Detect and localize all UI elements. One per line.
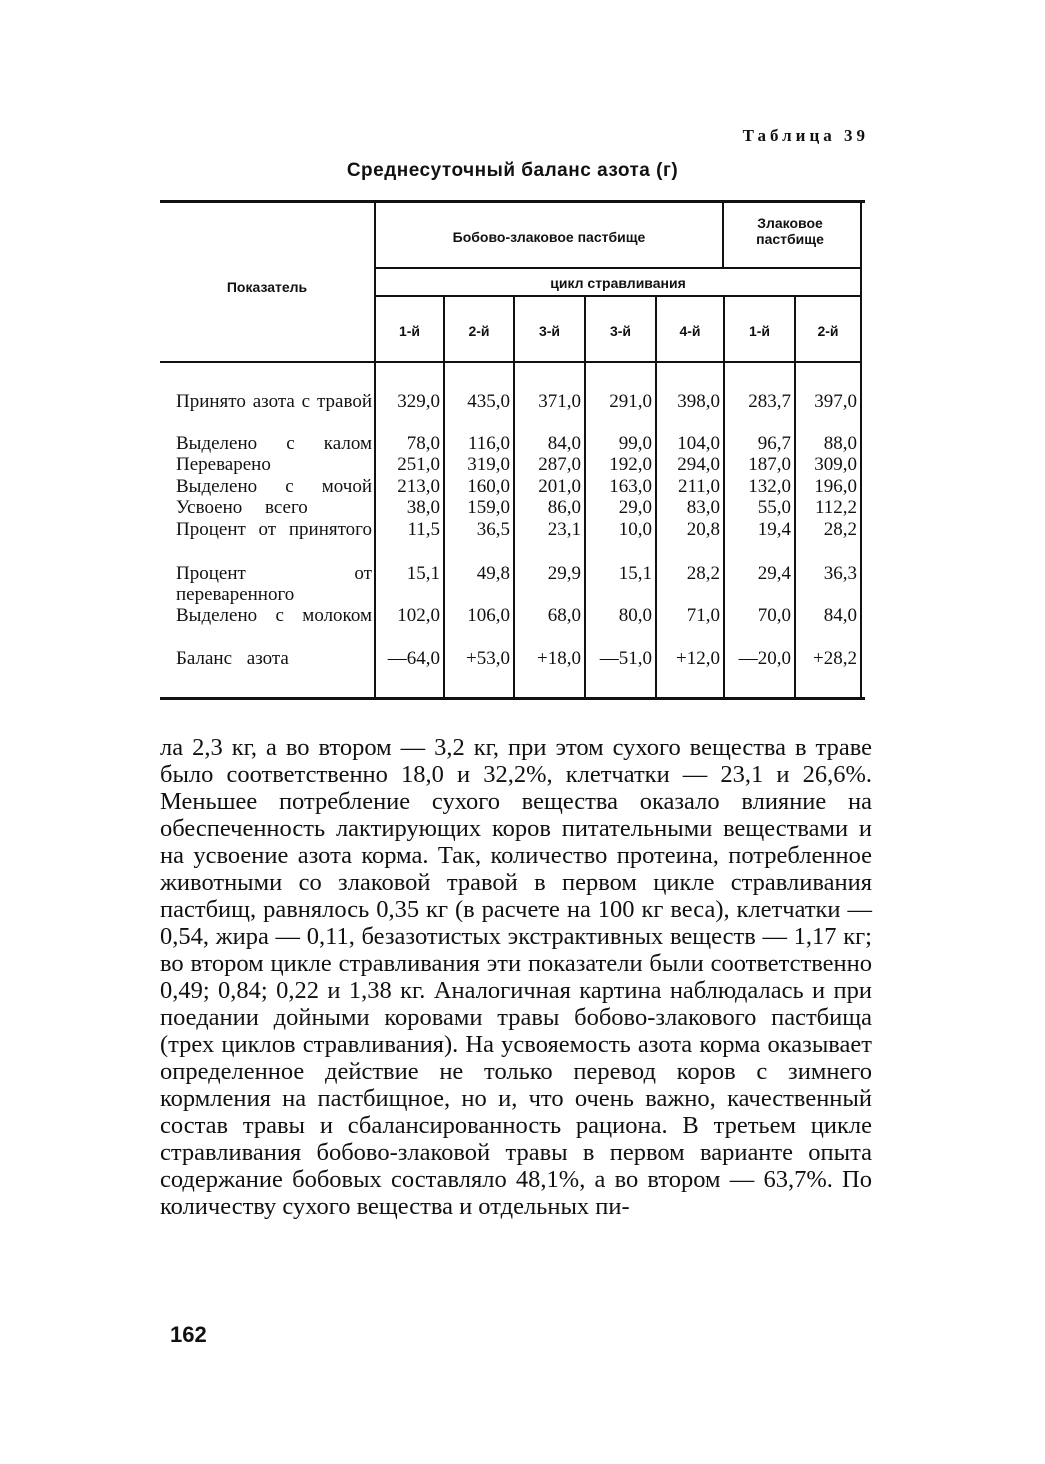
column-header: 4-й (679, 323, 701, 339)
column-header: 2-й (817, 323, 839, 339)
row-label: Переварено (176, 454, 271, 475)
table-cell: 29,0 (618, 497, 652, 518)
table-cell: 83,0 (686, 497, 720, 518)
body-text (160, 734, 872, 1220)
row-label: Усвоено всего (176, 497, 308, 518)
table-cell: 10,0 (618, 519, 652, 540)
table-cell: 28,2 (823, 519, 857, 540)
table-cell: 102,0 (397, 605, 440, 626)
table-cell: 78,0 (406, 433, 440, 454)
table-cell: 19,4 (757, 519, 791, 540)
table-cell: 211,0 (677, 476, 720, 497)
table-cell: +12,0 (676, 648, 720, 669)
table-cell: 112,2 (814, 497, 857, 518)
table-divider (374, 267, 862, 269)
row-label: Принято азота с травой (176, 391, 372, 412)
table-cell: 88,0 (823, 433, 857, 454)
table-cell: 20,8 (686, 519, 720, 540)
table-cell: 29,9 (547, 563, 581, 584)
table-cell: +18,0 (537, 648, 581, 669)
row-label: Выделено с мочой (176, 476, 372, 497)
table-cell: 96,7 (757, 433, 791, 454)
table-cell: 192,0 (609, 454, 652, 475)
row-label: Выделено с молоком (176, 605, 372, 626)
table-cell: 371,0 (538, 391, 581, 412)
table-cell: 11,5 (407, 519, 440, 540)
table-cell: 398,0 (677, 391, 720, 412)
row-label: Процент от принятого (176, 519, 372, 540)
column-header: 3-й (538, 323, 561, 339)
table-cell: 36,3 (823, 563, 857, 584)
table-divider (374, 295, 862, 297)
row-label: Процент от переваренного (176, 563, 372, 605)
table-cell: 84,0 (823, 605, 857, 626)
table-divider (860, 203, 862, 697)
table-cell: 28,2 (686, 563, 720, 584)
table-cell: 283,7 (748, 391, 791, 412)
table-cell: 309,0 (814, 454, 857, 475)
table-cell: 319,0 (467, 454, 510, 475)
table-cell: 287,0 (538, 454, 581, 475)
table-divider (722, 203, 724, 268)
table-cell: —20,0 (738, 648, 791, 669)
row-label: Баланс азота (176, 648, 289, 669)
grass-pasture-header: Злаковое пастбище (756, 215, 824, 247)
table-label: Таблица 39 (742, 126, 869, 145)
table-divider (160, 361, 862, 363)
table-cell: 55,0 (757, 497, 791, 518)
table-cell: 294,0 (677, 454, 720, 475)
legume-pasture-header: Бобово-злаковое пастбище (452, 229, 646, 245)
nitrogen-balance-table (160, 200, 865, 700)
table-cell: 80,0 (618, 605, 652, 626)
table-cell: 84,0 (547, 433, 581, 454)
column-header: 1-й (748, 323, 771, 339)
table-cell: 86,0 (547, 497, 581, 518)
grazing-cycle-header: цикл стравливания (550, 275, 686, 291)
column-header: 2-й (468, 323, 490, 339)
table-cell: 187,0 (748, 454, 791, 475)
column-header: 3-й (609, 323, 632, 339)
table-cell: 291,0 (609, 391, 652, 412)
table-cell: +53,0 (466, 648, 510, 669)
table-title: Среднесуточный баланс азота (г) (346, 160, 679, 181)
table-cell: 106,0 (467, 605, 510, 626)
table-cell: 104,0 (677, 433, 720, 454)
table-cell: 196,0 (814, 476, 857, 497)
table-cell: 29,4 (757, 563, 791, 584)
table-cell: 36,5 (476, 519, 510, 540)
page-number: 162 (170, 1322, 207, 1347)
column-header: 1-й (398, 323, 421, 339)
table-cell: 201,0 (538, 476, 581, 497)
table-cell: 23,1 (547, 519, 581, 540)
table-cell: 213,0 (397, 476, 440, 497)
table-cell: 49,8 (476, 563, 510, 584)
table-cell: 159,0 (467, 497, 510, 518)
indicator-header: Показатель (226, 279, 308, 295)
table-cell: 329,0 (397, 391, 440, 412)
table-cell: +28,2 (813, 648, 857, 669)
table-cell: —51,0 (599, 648, 652, 669)
table-cell: 116,0 (467, 433, 510, 454)
table-cell: 160,0 (467, 476, 510, 497)
table-cell: 397,0 (814, 391, 857, 412)
table-cell: 70,0 (757, 605, 791, 626)
table-cell: 38,0 (406, 497, 440, 518)
table-cell: —64,0 (387, 648, 440, 669)
body-paragraph: ла 2,3 кг, а во втором — 3,2 кг, при этом сухого вещества в траве было соответственно 18,0 и 32,2%, клетчатки — 23,1 и 26,6%. Меньшее потребление сухого вещества оказало влияние на обеспеченность лактирующих коров питательными веществами и на усвоение азота корма. Так, количество протеина, потребленное животными со злаковой травой в первом цикле стравливания пастбищ, равнялось 0,35 кг (в расчете на 100 кг веса), клетчатки — 0,54, жира — 0,11, безазотистых экстрактивных веществ — 1,17 кг; во втором цикле стравливания эти показатели были соответственно 0,49; 0,84; 0,22 и 1,38 кг. Аналогичная картина наблюдалась и при поедании дойными коровами травы бобово-злакового пастбища (трех циклов стравливания). На усвояемость азота корма оказывает определенное действие не только перевод коров с зимнего кормления на пастбищное, но и, что очень важно, качественный состав травы и сбалансированность рациона. В третьем цикле стравливания бобово-злаковой травы в первом варианте опыта содержание бобовых составляло 48,1%, а во втором — 63,7%. По количеству сухого вещества и отдельных пи- (160, 734, 872, 1220)
table-cell: 163,0 (609, 476, 652, 497)
row-label: Выделено с калом (176, 433, 372, 454)
table-cell: 132,0 (748, 476, 791, 497)
table-cell: 99,0 (618, 433, 652, 454)
table-cell: 15,1 (618, 563, 652, 584)
table-cell: 68,0 (547, 605, 581, 626)
table-cell: 71,0 (686, 605, 720, 626)
table-cell: 15,1 (406, 563, 440, 584)
table-cell: 435,0 (467, 391, 510, 412)
table-cell: 251,0 (397, 454, 440, 475)
